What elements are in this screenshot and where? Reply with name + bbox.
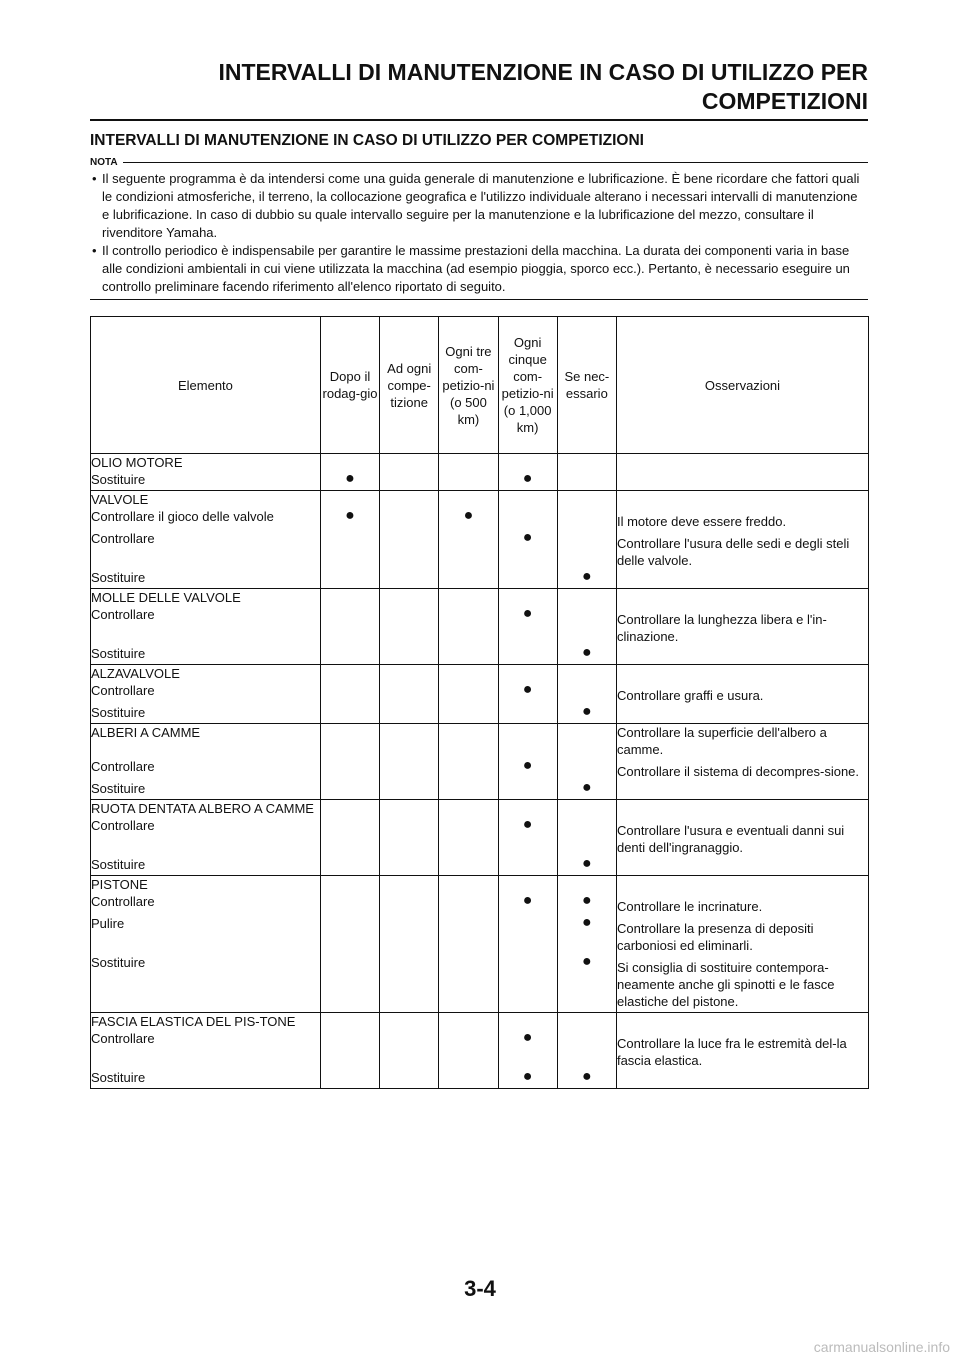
note-label: NOTA xyxy=(90,157,118,168)
mark-cell xyxy=(557,645,616,662)
mark-cell xyxy=(380,800,439,818)
bullet-mark-icon: ● xyxy=(582,644,592,661)
observation-cell xyxy=(616,645,868,662)
group-name: FASCIA ELASTICA DEL PIS-TONE xyxy=(91,1013,321,1031)
mark-cell xyxy=(320,817,379,856)
mark-cell xyxy=(320,954,379,1010)
mark-cell xyxy=(320,915,379,954)
mark-cell xyxy=(557,1030,616,1069)
bullet-mark-icon: ● xyxy=(522,681,533,698)
page-header-line2: COMPETIZIONI xyxy=(701,88,868,114)
spacer-cell xyxy=(616,1086,868,1089)
mark-cell xyxy=(498,530,557,569)
note-bottom-divider xyxy=(90,299,868,300)
mark-cell xyxy=(380,758,439,780)
note-header xyxy=(90,157,868,168)
mark-cell xyxy=(498,569,557,586)
mark-cell xyxy=(439,954,498,1010)
mark-cell xyxy=(498,665,557,683)
mark-cell xyxy=(498,508,557,530)
observation-cell: Controllare l'usura delle sedi e degli steli delle valvole. xyxy=(616,530,868,569)
mark-cell xyxy=(439,569,498,586)
mark-cell xyxy=(557,491,616,509)
mark-cell xyxy=(380,491,439,509)
mark-cell xyxy=(498,704,557,721)
spacer-cell xyxy=(439,1086,498,1089)
mark-cell xyxy=(439,1030,498,1069)
mark-cell xyxy=(498,682,557,704)
mark-cell xyxy=(320,606,379,645)
mark-cell xyxy=(320,665,379,683)
observation-cell: Controllare la lunghezza libera e l'in-clinazione. xyxy=(616,606,868,645)
table-row xyxy=(91,954,869,1010)
table-row xyxy=(91,704,869,721)
table-row xyxy=(91,817,869,856)
group-name: PISTONE xyxy=(91,876,321,894)
bullet-mark-icon: ● xyxy=(463,507,474,524)
mark-cell xyxy=(557,800,616,818)
mark-cell xyxy=(557,454,616,472)
observation-cell xyxy=(616,491,868,509)
mark-cell xyxy=(380,704,439,721)
mark-cell xyxy=(320,530,379,569)
group-name: VALVOLE xyxy=(91,491,321,509)
mark-cell xyxy=(557,665,616,683)
mark-cell xyxy=(439,508,498,530)
table-row xyxy=(91,645,869,662)
bullet-mark-icon: ● xyxy=(522,892,533,909)
mark-cell xyxy=(439,704,498,721)
observation-cell: Controllare l'usura e eventuali danni sui denti dell'ingranaggio. xyxy=(616,817,868,856)
observation-cell: Controllare la presenza di depositi carboniosi ed eliminarli. xyxy=(616,915,868,954)
observation-cell xyxy=(616,780,868,797)
mark-cell xyxy=(380,954,439,1010)
mark-cell xyxy=(320,682,379,704)
mark-cell xyxy=(439,724,498,759)
mark-cell xyxy=(380,569,439,586)
header-ogni-tre: Ogni tre com-petizio-ni (o 500 km) xyxy=(439,317,498,454)
observation-cell: Controllare graffi e usura. xyxy=(616,682,868,704)
mark-cell xyxy=(439,606,498,645)
page-header xyxy=(90,58,868,116)
mark-cell xyxy=(557,682,616,704)
table-group-row xyxy=(91,876,869,894)
table-group-row xyxy=(91,1013,869,1031)
mark-cell xyxy=(320,454,379,472)
mark-cell xyxy=(439,645,498,662)
mark-cell xyxy=(557,1013,616,1031)
spacer-cell xyxy=(320,1086,379,1089)
spacer-cell xyxy=(91,1086,321,1089)
mark-cell xyxy=(439,758,498,780)
observation-cell xyxy=(616,856,868,873)
mark-cell xyxy=(380,1013,439,1031)
table-group-row xyxy=(91,491,869,509)
page-number: 3-4 xyxy=(464,1276,496,1301)
table-group-row xyxy=(91,724,869,759)
item-label: Sostituire xyxy=(91,856,321,873)
mark-cell xyxy=(380,606,439,645)
mark-cell xyxy=(557,1069,616,1086)
mark-cell xyxy=(380,780,439,797)
mark-cell xyxy=(380,817,439,856)
note-item: • Il seguente programma è da intendersi come una guida generale di manutenzione e lubrificazione. È bene ricordare che fattori quali le condizioni atmosferiche, il terreno, la collocazione geografica e l'utilizzo individuale alterano i necessari intervalli di manutenzione e lubrificazione. In caso di dubbio su quale intervallo seguire per la manutenzione e la lubrificazione del mezzo, consultare il rivenditore Yamaha. xyxy=(90,170,868,242)
table-row xyxy=(91,915,869,954)
mark-cell xyxy=(557,876,616,894)
observation-cell: Si consiglia di sostituire contempora-neamente anche gli spinotti e le fasce elastiche del pistone. xyxy=(616,954,868,1010)
bullet-mark-icon: ● xyxy=(522,470,533,487)
observation-cell xyxy=(616,471,868,488)
mark-cell xyxy=(439,780,498,797)
observation-cell xyxy=(616,1069,868,1086)
table-group-row xyxy=(91,589,869,607)
mark-cell xyxy=(439,876,498,894)
table-row xyxy=(91,471,869,488)
mark-cell xyxy=(498,817,557,856)
table-group-row xyxy=(91,800,869,818)
item-label: Pulire xyxy=(91,915,321,954)
mark-cell xyxy=(320,471,379,488)
item-label: Controllare xyxy=(91,606,321,645)
mark-cell xyxy=(380,645,439,662)
group-spacer-row xyxy=(91,1086,869,1089)
item-label: Sostituire xyxy=(91,704,321,721)
mark-cell xyxy=(498,856,557,873)
table-row xyxy=(91,758,869,780)
table-header-row xyxy=(91,317,869,454)
mark-cell xyxy=(557,724,616,759)
item-label: Controllare xyxy=(91,530,321,569)
item-label: Sostituire xyxy=(91,645,321,662)
mark-cell xyxy=(557,954,616,1010)
mark-cell xyxy=(557,817,616,856)
item-label: Sostituire xyxy=(91,954,321,1010)
mark-cell xyxy=(320,704,379,721)
bullet-mark-icon: ● xyxy=(582,892,592,909)
bullet-mark-icon: ● xyxy=(582,703,592,720)
page-header-line1: INTERVALLI DI MANUTENZIONE IN CASO DI UTILIZZO PER xyxy=(218,59,868,85)
mark-cell xyxy=(320,569,379,586)
mark-cell xyxy=(439,817,498,856)
mark-cell xyxy=(380,1030,439,1069)
mark-cell xyxy=(557,758,616,780)
mark-cell xyxy=(320,724,379,759)
mark-cell xyxy=(380,724,439,759)
observation-cell xyxy=(616,1013,868,1031)
mark-cell xyxy=(498,876,557,894)
bullet-mark-icon: ● xyxy=(522,816,533,833)
bullet-mark-icon: ● xyxy=(582,1068,592,1085)
table-row xyxy=(91,1030,869,1069)
mark-cell xyxy=(557,508,616,530)
mark-cell xyxy=(380,454,439,472)
mark-cell xyxy=(380,876,439,894)
mark-cell xyxy=(320,491,379,509)
mark-cell xyxy=(380,589,439,607)
group-name: MOLLE DELLE VALVOLE xyxy=(91,589,321,607)
mark-cell xyxy=(320,893,379,915)
group-name: ALBERI A CAMME xyxy=(91,724,321,759)
table-row xyxy=(91,856,869,873)
mark-cell xyxy=(498,589,557,607)
header-ogni-competizione: Ad ogni compe-tizione xyxy=(380,317,439,454)
maintenance-table xyxy=(90,316,869,1089)
observation-cell: Controllare la superficie dell'albero a camme. xyxy=(616,724,868,759)
observation-cell: Controllare il sistema di decompres-sione. xyxy=(616,758,868,780)
bullet-mark-icon: ● xyxy=(345,470,355,487)
mark-cell xyxy=(320,589,379,607)
table-group-row xyxy=(91,665,869,683)
mark-cell xyxy=(320,1069,379,1086)
observation-cell: Controllare la luce fra le estremità del-la fascia elastica. xyxy=(616,1030,868,1069)
mark-cell xyxy=(380,471,439,488)
bullet-mark-icon: ● xyxy=(522,605,533,622)
table-row xyxy=(91,508,869,530)
mark-cell xyxy=(557,530,616,569)
note-item: • Il controllo periodico è indispensabile per garantire le massime prestazioni della macchina. La durata dei componenti varia in base alle condizioni ambientali in cui viene utilizzata la macchina (ad esempio pioggia, sporco ecc.). Pertanto, è necessario eseguire un controllo preliminare facendo riferimento all'elenco riportato di seguito. xyxy=(90,242,868,296)
mark-cell xyxy=(557,606,616,645)
item-label: Controllare xyxy=(91,758,321,780)
mark-cell xyxy=(439,665,498,683)
mark-cell xyxy=(439,800,498,818)
spacer-cell xyxy=(498,1086,557,1089)
observation-cell xyxy=(616,454,868,472)
observation-cell xyxy=(616,589,868,607)
mark-cell xyxy=(557,704,616,721)
mark-cell xyxy=(439,491,498,509)
mark-cell xyxy=(439,1069,498,1086)
mark-cell xyxy=(439,589,498,607)
mark-cell xyxy=(498,780,557,797)
observation-cell xyxy=(616,665,868,683)
group-name: RUOTA DENTATA ALBERO A CAMME xyxy=(91,800,321,818)
mark-cell xyxy=(498,893,557,915)
mark-cell xyxy=(498,645,557,662)
mark-cell xyxy=(380,893,439,915)
spacer-cell xyxy=(380,1086,439,1089)
observation-cell xyxy=(616,569,868,586)
mark-cell xyxy=(498,471,557,488)
note-divider xyxy=(123,162,868,163)
mark-cell xyxy=(557,569,616,586)
group-name: ALZAVALVOLE xyxy=(91,665,321,683)
mark-cell xyxy=(380,530,439,569)
mark-cell xyxy=(320,508,379,530)
observation-cell: Controllare le incrinature. xyxy=(616,893,868,915)
mark-cell xyxy=(439,454,498,472)
mark-cell xyxy=(439,856,498,873)
table-row xyxy=(91,530,869,569)
mark-cell xyxy=(557,893,616,915)
mark-cell xyxy=(320,780,379,797)
mark-cell xyxy=(498,606,557,645)
mark-cell xyxy=(498,1030,557,1069)
bullet-mark-icon: ● xyxy=(582,779,592,796)
mark-cell xyxy=(380,915,439,954)
header-se-necessario: Se nec-essario xyxy=(557,317,616,454)
note-block xyxy=(90,157,868,296)
item-label: Sostituire xyxy=(91,780,321,797)
mark-cell xyxy=(498,954,557,1010)
mark-cell xyxy=(557,471,616,488)
watermark: carmanualsonline.info xyxy=(813,1339,950,1355)
item-label: Controllare xyxy=(91,817,321,856)
mark-cell xyxy=(498,454,557,472)
note-list xyxy=(90,170,868,296)
spacer-cell xyxy=(557,1086,616,1089)
mark-cell xyxy=(320,876,379,894)
bullet-mark-icon: ● xyxy=(582,855,592,872)
mark-cell xyxy=(498,724,557,759)
observation-cell xyxy=(616,876,868,894)
mark-cell xyxy=(320,758,379,780)
bullet-mark-icon: ● xyxy=(582,568,592,585)
mark-cell xyxy=(557,589,616,607)
mark-cell xyxy=(380,682,439,704)
mark-cell xyxy=(320,1013,379,1031)
item-label: Controllare xyxy=(91,893,321,915)
item-label: Sostituire xyxy=(91,471,321,488)
table-row xyxy=(91,893,869,915)
mark-cell xyxy=(380,1069,439,1086)
mark-cell xyxy=(380,508,439,530)
section-title: INTERVALLI DI MANUTENZIONE IN CASO DI UTILIZZO PER COMPETIZIONI xyxy=(90,132,644,149)
mark-cell xyxy=(498,1013,557,1031)
mark-cell xyxy=(320,856,379,873)
bullet-mark-icon: ● xyxy=(345,507,355,524)
bullet-mark-icon: ● xyxy=(522,529,533,546)
mark-cell xyxy=(498,915,557,954)
mark-cell xyxy=(380,665,439,683)
table-row xyxy=(91,606,869,645)
item-label: Controllare xyxy=(91,1030,321,1069)
item-label: Controllare il gioco delle valvole xyxy=(91,508,321,530)
item-label: Controllare xyxy=(91,682,321,704)
mark-cell xyxy=(439,915,498,954)
observation-cell xyxy=(616,704,868,721)
table-body xyxy=(91,454,869,1089)
mark-cell xyxy=(320,1030,379,1069)
bullet-mark-icon: ● xyxy=(522,757,533,774)
header-ogni-cinque: Ogni cinque com-petizio-ni (o 1,000 km) xyxy=(498,317,557,454)
table-row xyxy=(91,780,869,797)
item-label: Sostituire xyxy=(91,569,321,586)
mark-cell xyxy=(498,1069,557,1086)
table-group-row xyxy=(91,454,869,472)
mark-cell xyxy=(439,682,498,704)
mark-cell xyxy=(498,800,557,818)
mark-cell xyxy=(320,645,379,662)
bullet-mark-icon: ● xyxy=(582,953,592,970)
mark-cell xyxy=(439,530,498,569)
header-divider xyxy=(90,119,868,121)
table-row xyxy=(91,1069,869,1086)
mark-cell xyxy=(557,780,616,797)
group-name: OLIO MOTORE xyxy=(91,454,321,472)
bullet-mark-icon: ● xyxy=(522,1029,533,1046)
mark-cell xyxy=(439,471,498,488)
mark-cell xyxy=(380,856,439,873)
table-row xyxy=(91,569,869,586)
item-label: Sostituire xyxy=(91,1069,321,1086)
table-row xyxy=(91,682,869,704)
bullet-mark-icon: ● xyxy=(582,914,592,931)
mark-cell xyxy=(498,758,557,780)
mark-cell xyxy=(557,856,616,873)
mark-cell xyxy=(557,915,616,954)
mark-cell xyxy=(439,1013,498,1031)
mark-cell xyxy=(439,893,498,915)
observation-cell xyxy=(616,800,868,818)
bullet-mark-icon: ● xyxy=(522,1068,533,1085)
header-elemento: Elemento xyxy=(91,317,321,454)
observation-cell: Il motore deve essere freddo. xyxy=(616,508,868,530)
header-dopo-rodaggio: Dopo il rodag-gio xyxy=(320,317,379,454)
mark-cell xyxy=(320,800,379,818)
header-osservazioni: Osservazioni xyxy=(616,317,868,454)
mark-cell xyxy=(498,491,557,509)
